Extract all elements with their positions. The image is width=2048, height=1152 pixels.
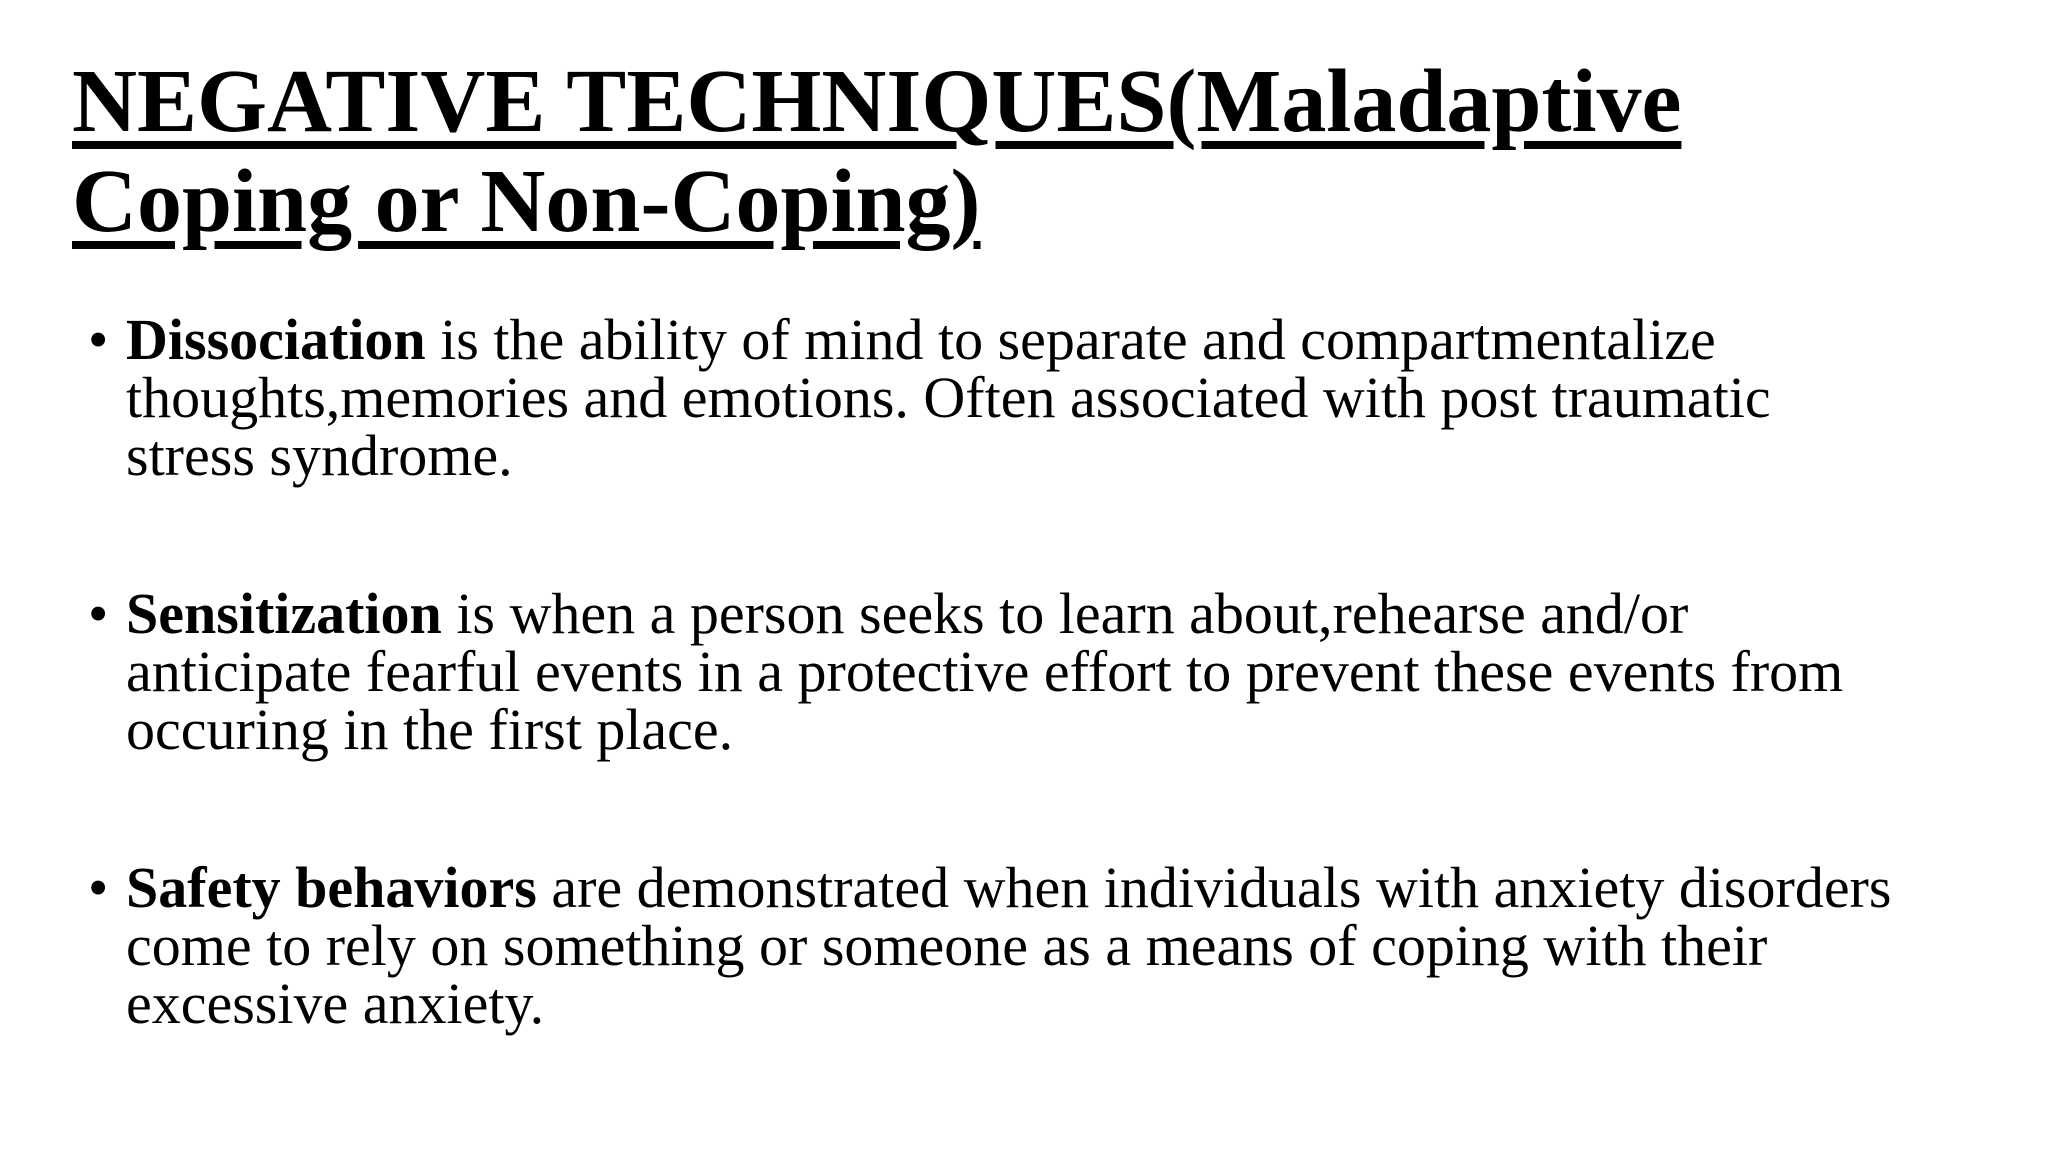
- bullet-text: [126, 855, 1892, 1036]
- bullet-line-3: stress syndrome.: [126, 423, 513, 488]
- bullet-line-3: occuring in the first place.: [126, 697, 734, 762]
- bullet-term: Sensitization: [126, 581, 442, 646]
- title-line-1: NEGATIVE TECHNIQUES(Maladaptive: [72, 52, 1682, 151]
- bullet-line-text: is the ability of mind to separate and compartmentalize: [425, 307, 1716, 372]
- bullet-marker: •: [88, 855, 109, 920]
- bullet-line-1: [126, 307, 1771, 372]
- bullet-line-1: [126, 581, 1843, 646]
- bullet-line-1: [126, 855, 1892, 920]
- bullet-marker: •: [88, 581, 109, 646]
- bullet-term: Safety behaviors: [126, 855, 537, 920]
- bullet-text: [126, 581, 1844, 762]
- bullet-line-2: come to rely on something or someone as a means of coping with their: [126, 913, 1768, 978]
- bullet-line-text: are demonstrated when individuals with anxiety disorders: [536, 855, 1892, 920]
- title-line-2: Coping or Non-Coping): [72, 152, 981, 251]
- bullet-term: Dissociation: [126, 307, 426, 372]
- bullet-line-2: thoughts,memories and emotions. Often associated with post traumatic: [126, 365, 1771, 430]
- slide-title: [72, 52, 1972, 252]
- bullet-line-2: anticipate fearful events in a protective effort to prevent these events from: [126, 639, 1844, 704]
- bullet-line-3: excessive anxiety.: [126, 971, 545, 1036]
- bullet-marker: •: [88, 307, 109, 372]
- bullet-text: [126, 307, 1771, 488]
- bullet-line-text: is when a person seeks to learn about,rehearse and/or: [441, 581, 1689, 646]
